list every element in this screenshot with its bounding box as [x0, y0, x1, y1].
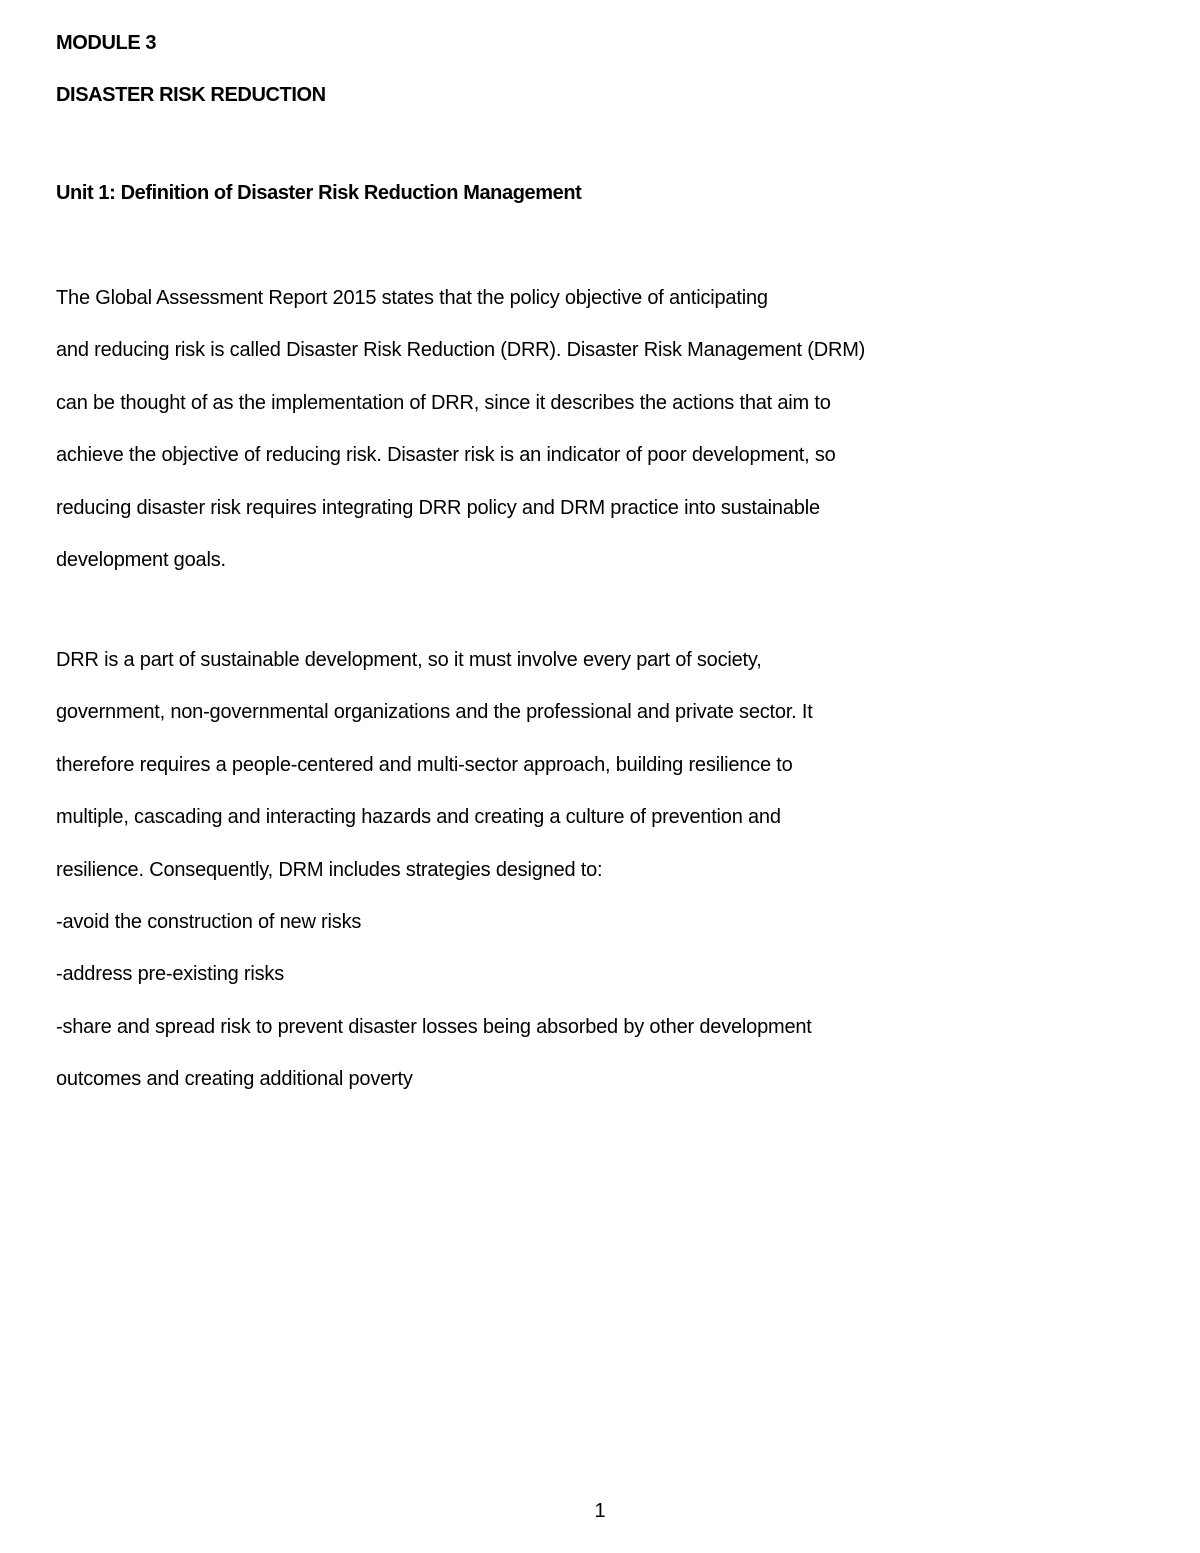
page-number: 1 [594, 1500, 606, 1522]
paragraph-line: resilience. Consequently, DRM includes strategies designed to: [56, 858, 603, 881]
paragraph-line: can be thought of as the implementation of DRR, since it describes the actions that aim to [56, 391, 831, 414]
strategy-item-continuation: outcomes and creating additional poverty [56, 1068, 413, 1091]
strategy-item: -address pre-existing risks [56, 963, 285, 986]
paragraph-line: multiple, cascading and interacting hazards and creating a culture of prevention and [56, 806, 781, 829]
module-title: MODULE 3 [56, 32, 157, 54]
paragraph-line: and reducing risk is called Disaster Risk Reduction (DRR). Disaster Risk Management (DRM) [56, 339, 866, 362]
paragraph-2 [56, 645, 813, 1117]
paragraph-line: therefore requires a people-centered and multi-sector approach, building resilience to [56, 753, 793, 776]
paragraph-line: DRR is a part of sustainable development, so it must involve every part of society, [56, 649, 762, 671]
paragraph-line: reducing disaster risk requires integrating DRR policy and DRM practice into sustainable [56, 496, 820, 519]
paragraph-line: government, non-governmental organizations and the professional and private sector. It [56, 701, 813, 724]
paragraph-line: achieve the objective of reducing risk. Disaster risk is an indicator of poor development, so [56, 444, 836, 467]
module-subtitle: DISASTER RISK REDUCTION [56, 84, 326, 106]
unit-heading: Unit 1: Definition of Disaster Risk Reduction Management [56, 182, 582, 204]
strategy-item: -avoid the construction of new risks [56, 910, 362, 933]
paragraph-line: development goals. [56, 548, 226, 571]
paragraph-line: The Global Assessment Report 2015 states that the policy objective of anticipating [56, 287, 768, 309]
strategy-item: -share and spread risk to prevent disaster losses being absorbed by other development [56, 1015, 812, 1038]
paragraph-1 [56, 283, 865, 597]
